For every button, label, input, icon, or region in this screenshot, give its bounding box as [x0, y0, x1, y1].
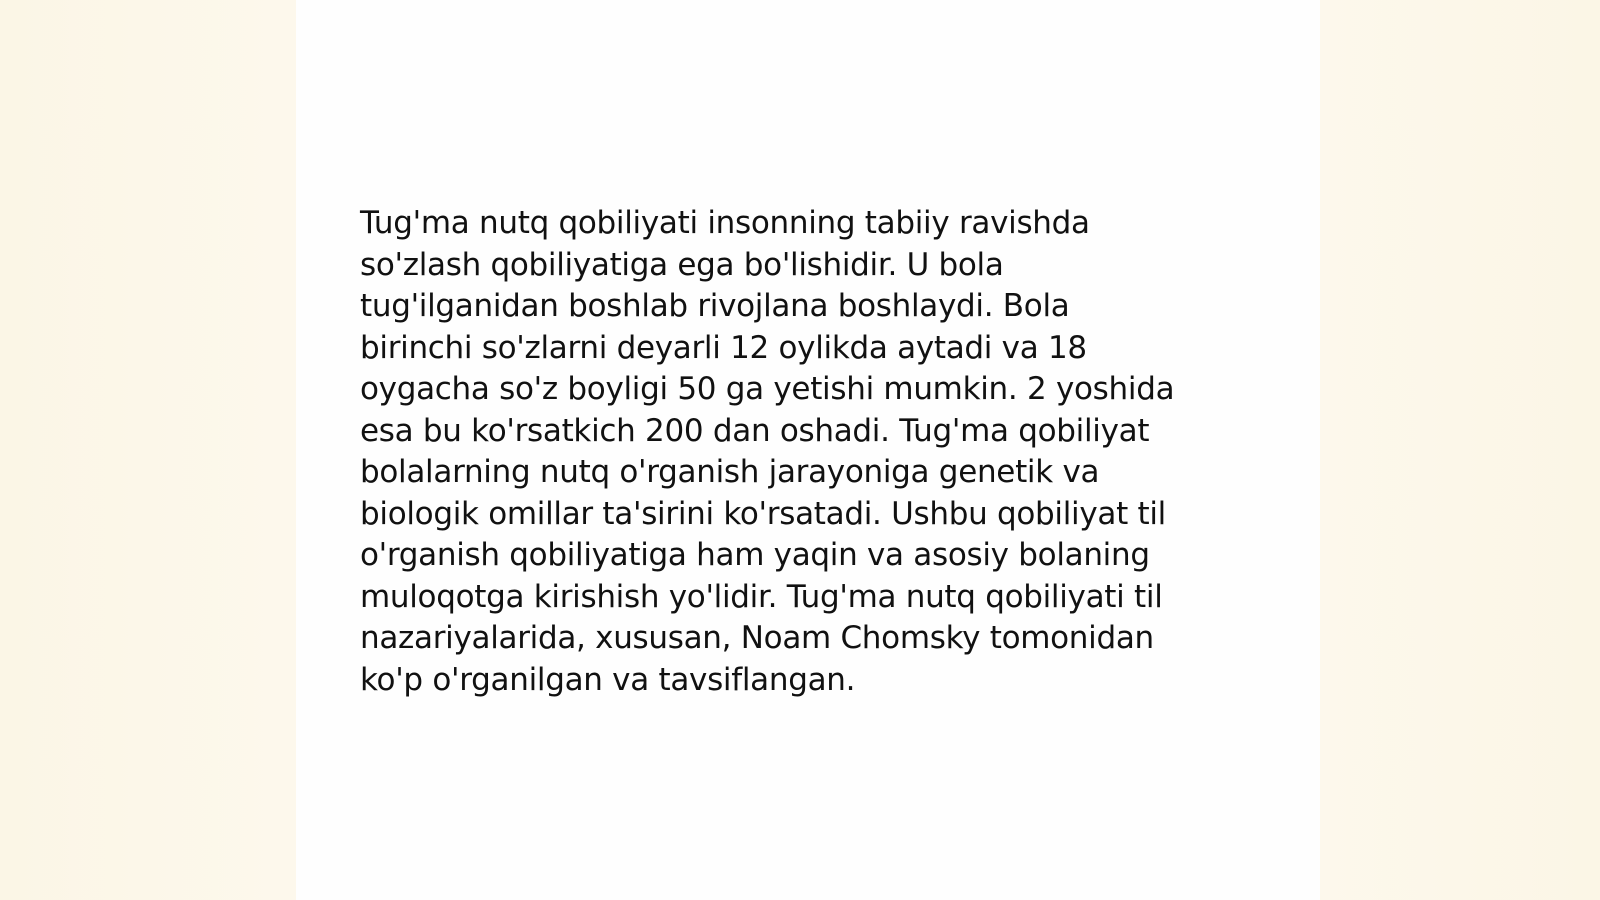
body-paragraph: Tug'ma nutq qobiliyati insonning tabiiy ravishda so'zlash qobiliyatiga ega bo'lishidir. U bola tug'ilganidan boshlab rivojlana boshlaydi. Bola birinchi so'zlarni deyarli 12 oylikda aytadi va 18 oygacha so'z boyligi 50 ga yetishi mumkin. 2 yoshida esa bu ko'rsatkich 200 dan oshadi. Tug'ma qobiliyat bolalarning nutq o'rganish jarayoniga genetik va biologik omillar ta'sirini ko'rsatadi. Ushbu qobiliyat til o'rganish qobiliyatiga ham yaqin va asosiy bolaning muloqotga kirishish yo'lidir. Tug'ma nutq qobiliyati til nazariyalarida, xususan, Noam Chomsky tomonidan ko'p o'rganilgan va tavsiflangan.: [360, 205, 1175, 698]
document-page: [296, 0, 1320, 900]
